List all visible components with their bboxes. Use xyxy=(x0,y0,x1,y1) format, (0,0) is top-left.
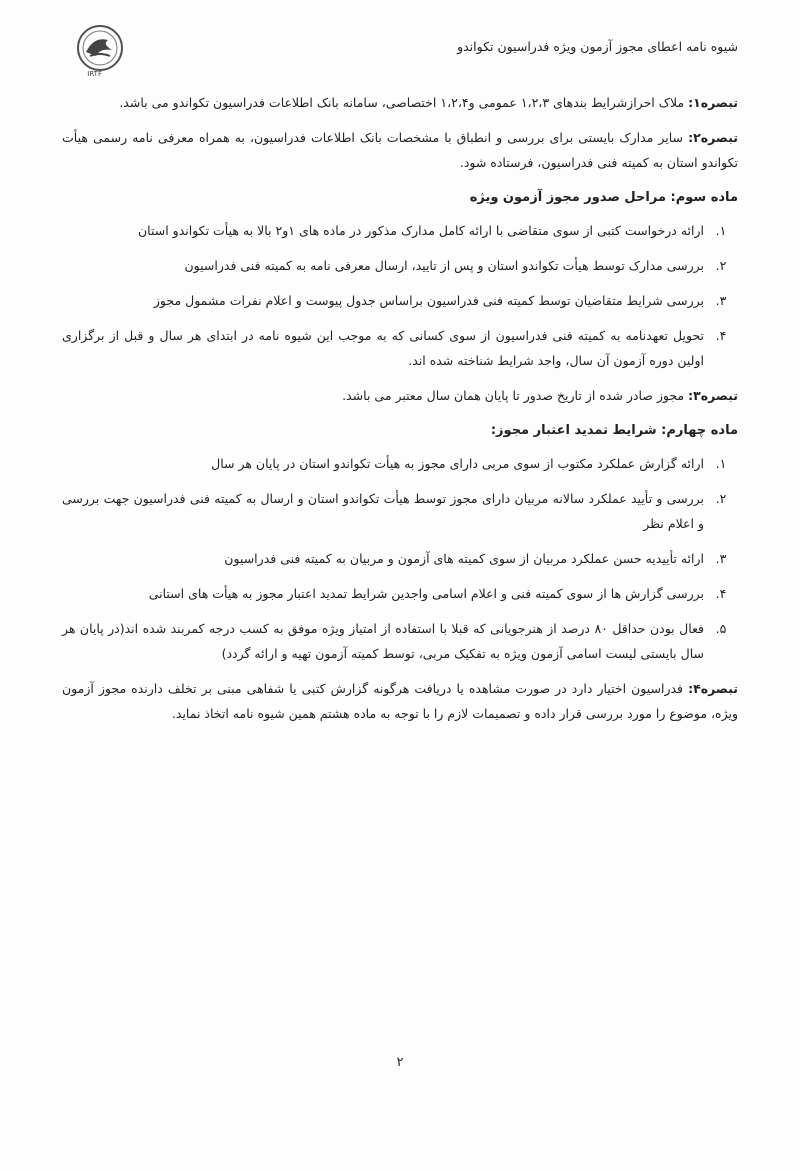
list-text: ارائه تأییدیه حسن عملکرد مربیان از سوی کمیته های آزمون و مربیان به کمیته فنی فدراسیون xyxy=(224,551,704,566)
section-4-heading: ماده چهارم: شرایط تمدید اعتبار مجوز: xyxy=(490,423,738,438)
list-number: ۲. xyxy=(715,491,727,506)
note-4-text: فدراسیون اختیار دارد در صورت مشاهده یا دریافت هرگونه گزارش کتبی یا شفاهی مبنی بر تخلف دارنده مجوز آزمون ویژه، موضوع را مورد بررسی قرار داده و تصمیمات لازم را با توجه به ماده هشتم همین شیوه نامه اتخاذ نماید. xyxy=(62,681,738,721)
list-item xyxy=(62,218,738,243)
section-3-heading: ماده سوم: مراحل صدور مجوز آزمون ویژه xyxy=(469,190,738,205)
list-text: تحویل تعهدنامه به کمیته فنی فدراسیون از سوی کسانی که به موجب این شیوه نامه در ابتدای هر سال و قبل از برگزاری اولین دوره آزمون آن سال، واجد شرایط شناخته شده اند. xyxy=(62,328,704,368)
list-item xyxy=(62,581,738,606)
list-text: بررسی گزارش ها از سوی کمیته فنی و اعلام اسامی واجدین شرایط تمدید اعتبار مجوز به هیأت های استانی xyxy=(148,586,704,601)
list-item xyxy=(62,546,738,571)
note-3-label: تبصره۳: xyxy=(688,388,738,403)
list-text: بررسی مدارک توسط هیأت تکواندو استان و پس از تایید، ارسال معرفی نامه به کمیته فنی فدراسیون xyxy=(184,258,704,273)
list-text: بررسی و تأیید عملکرد سالانه مربیان دارای مجوز توسط هیأت تکواندو استان و ارسال به کمیته فنی فدراسیون جهت بررسی و اعلام نظر xyxy=(62,491,704,531)
list-text: ارائه گزارش عملکرد مکتوب از سوی مربی دارای مجوز به هیأت تکواندو استان در پایان هر سال xyxy=(211,456,704,471)
note-2 xyxy=(62,125,738,175)
list-number: ۴. xyxy=(715,328,727,343)
list-item xyxy=(62,451,738,476)
list-text: ارائه درخواست کتبی از سوی متقاضی با ارائه کامل مدارک مذکور در ماده های ۱و۲ بالا به هیأت تکواندو استان xyxy=(138,223,704,238)
document-body xyxy=(62,90,738,736)
list-text: فعال بودن حداقل ۸۰ درصد از هنرجویانی که قبلا با استفاده از امتیاز ویژه موفق به کسب درجه کمربند شده اند(در پایان هر سال بایستی لیست اسامی آزمون ویژه به تفکیک مربی، توسط کمیته آزمون تهیه و ارائه گردد) xyxy=(62,621,705,661)
list-number: ۱. xyxy=(715,456,727,471)
note-4 xyxy=(62,676,738,726)
list-number: ۴. xyxy=(715,586,727,601)
note-4-label: تبصره۴: xyxy=(688,681,738,696)
note-2-label: تبصره۲: xyxy=(688,130,738,145)
note-1 xyxy=(62,90,738,115)
list-item xyxy=(62,323,738,373)
note-3 xyxy=(62,383,738,408)
list-number: ۱. xyxy=(715,223,727,238)
note-1-text: ملاک احرازشرایط بندهای ۱،۲،۳ عمومی و۱،۲،۴ اختصاصی، سامانه بانک اطلاعات فدراسیون تکواندو می باشد. xyxy=(119,95,689,110)
federation-logo-icon xyxy=(72,22,128,78)
list-number: ۲. xyxy=(715,258,727,273)
list-number: ۳. xyxy=(715,551,727,566)
list-text: بررسی شرایط متقاضیان توسط کمیته فنی فدراسیون براساس جدول پیوست و اعلام نفرات مشمول مجوز xyxy=(153,293,704,308)
list-item xyxy=(62,288,738,313)
note-1-label: تبصره۱: xyxy=(688,95,738,110)
list-number: ۳. xyxy=(715,293,727,308)
page-number: ۲ xyxy=(396,1055,404,1070)
header-title: شیوه نامه اعطای مجوز آزمون ویژه فدراسیون تکواندو xyxy=(457,39,738,54)
logo-text: IRTF xyxy=(87,70,102,78)
list-item xyxy=(62,253,738,278)
note-2-text: سایر مدارک بایستی برای بررسی و انطباق با مشخصات بانک اطلاعات فدراسیون، به همراه معرفی نامه رسمی هیأت تکواندو استان به کمیته فنی فدراسیون، فرستاده شود. xyxy=(62,130,738,170)
list-item xyxy=(62,616,738,666)
list-number: ۵. xyxy=(715,621,727,636)
note-3-text: مجوز صادر شده از تاریخ صدور تا پایان همان سال معتبر می باشد. xyxy=(342,388,689,403)
list-item xyxy=(62,486,738,536)
